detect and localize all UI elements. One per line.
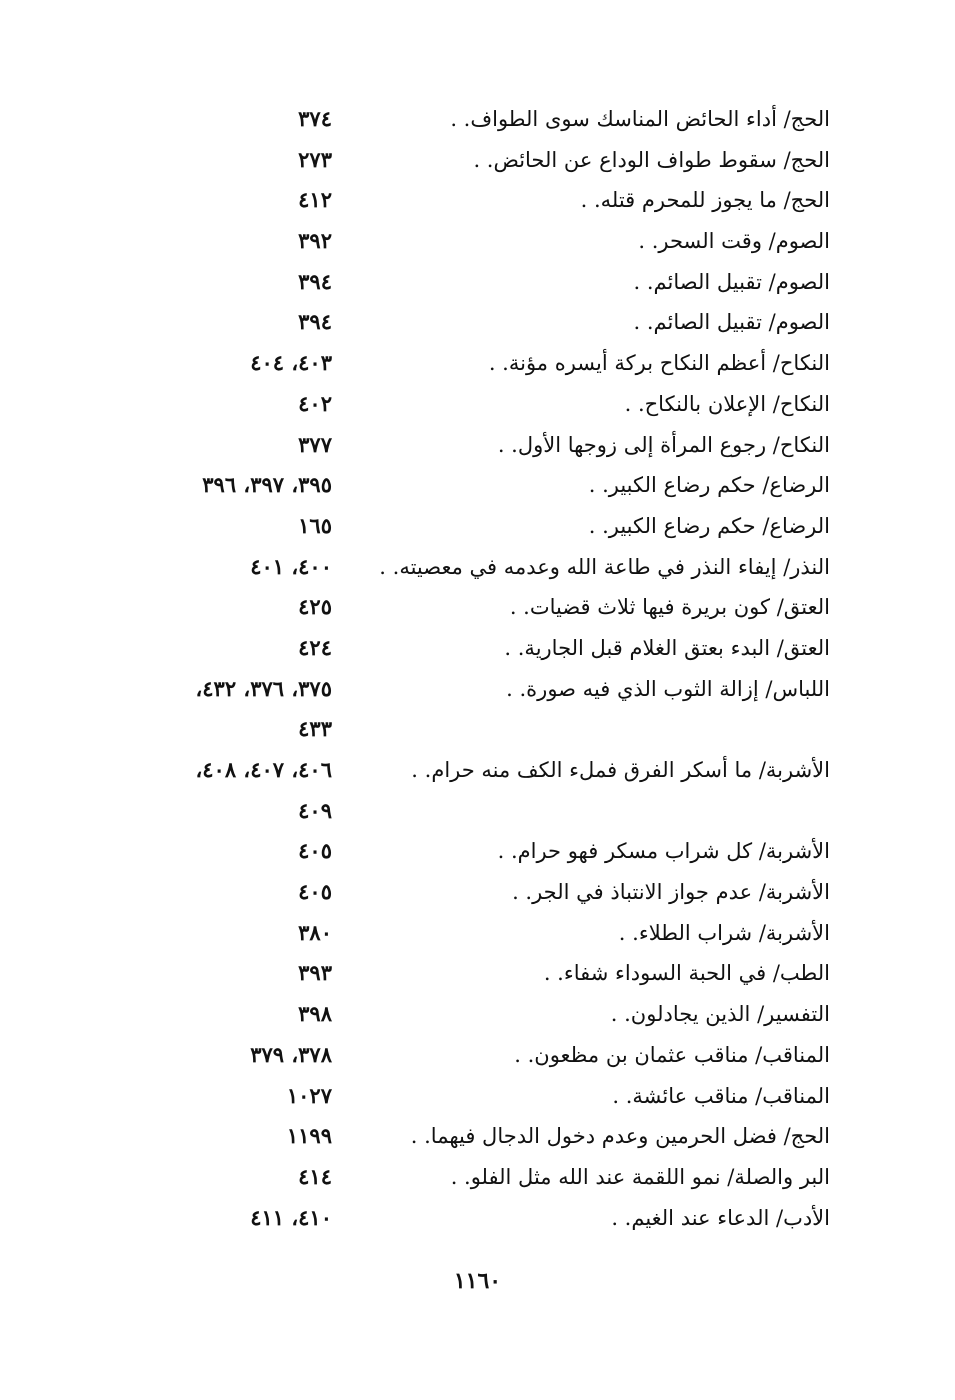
entry-topic: المناقب/ مناقب عائشة. . xyxy=(612,1083,830,1108)
entry-topic: البر والصلة/ نمو اللقمة عند الله مثل الفلو. . xyxy=(450,1164,830,1189)
entry-pages: ٣٨٠ xyxy=(298,919,332,945)
index-entry xyxy=(120,181,840,222)
index-entry xyxy=(120,629,840,670)
index-entry xyxy=(120,914,840,955)
index-entry xyxy=(120,385,840,426)
entry-pages: ٤٠٩ xyxy=(298,797,332,823)
entry-pages: ٣٧٤ xyxy=(298,106,332,131)
entry-topic: النكاح/ رجوع المرأة إلى زوجها الأول. . xyxy=(497,432,830,457)
index-entry-continuation xyxy=(120,710,840,751)
entry-pages: ١٠٢٧ xyxy=(286,1082,332,1108)
entry-pages: ٣٧٧ xyxy=(298,431,332,457)
index-entry xyxy=(120,222,840,263)
index-entry xyxy=(120,588,840,629)
entry-pages: ٤٢٤ xyxy=(298,634,332,660)
index-entry xyxy=(120,1117,840,1158)
entry-topic: الحج/ أداء الحائض المناسك سوى الطواف. . xyxy=(450,107,830,131)
index-list xyxy=(120,100,840,1239)
entry-pages: ١٦٥ xyxy=(298,512,332,538)
entry-pages: ٤٠٠، ٤٠١ xyxy=(250,553,332,579)
index-entry xyxy=(120,263,840,304)
index-entry xyxy=(120,1077,840,1118)
index-entry xyxy=(120,832,840,873)
entry-pages: ٣٩٢ xyxy=(298,228,332,254)
entry-topic: الأشربة/ عدم جواز الانتباذ في الجر. . xyxy=(512,880,830,905)
entry-pages: ٣٩٤ xyxy=(298,309,332,335)
entry-pages: ٤٠٦، ٤٠٧، ٤٠٨، xyxy=(195,757,332,782)
entry-pages: ٣٩٥، ٣٩٧، ٣٩٦ xyxy=(202,472,332,498)
entry-topic: المناقب/ مناقب عثمان بن مظعون. . xyxy=(514,1042,830,1067)
entry-topic: اللباس/ إزالة الثوب الذي فيه صورة. . xyxy=(506,676,830,701)
entry-pages: ٢٧٣ xyxy=(298,146,332,172)
entry-topic: الطب/ في الحبة السوداء شفاء. . xyxy=(543,961,830,986)
index-entry xyxy=(120,995,840,1036)
entry-pages: ٣٧٥، ٣٧٦، ٤٣٢، xyxy=(195,675,332,701)
entry-pages: ٣٩٣ xyxy=(298,960,332,986)
index-entry xyxy=(120,670,840,711)
index-entry xyxy=(120,751,840,792)
index-entry xyxy=(120,344,840,385)
entry-topic: العتق/ البدء بعتق الغلام قبل الجارية. . xyxy=(504,635,830,660)
entry-pages: ٣٩٨ xyxy=(298,1001,332,1027)
entry-pages: ١١٩٩ xyxy=(286,1123,332,1149)
entry-topic: الصوم/ تقبيل الصائم. . xyxy=(633,269,830,294)
index-entry xyxy=(120,1158,840,1199)
entry-topic: الأشربة/ كل شراب مسكر فهو حرام. . xyxy=(497,839,830,864)
entry-topic: الصوم/ تقبيل الصائم. . xyxy=(633,310,830,335)
entry-pages: ٤٠٣، ٤٠٤ xyxy=(250,350,332,376)
entry-topic: الصوم/ وقت السحر. . xyxy=(638,229,830,254)
entry-topic: الأشربة/ ما أسكر الفرق فملء الكف منه حرام. . xyxy=(411,758,830,782)
entry-topic: النكاح/ الإعلان بالنكاح. . xyxy=(624,391,830,416)
entry-topic: النكاح/ أعظم النكاح بركة أيسره مؤنة. . xyxy=(488,351,830,376)
entry-pages: ٤٠٥ xyxy=(298,879,332,905)
page-number: ١١٦٠ xyxy=(453,1268,502,1294)
index-entry xyxy=(120,426,840,467)
index-entry xyxy=(120,141,840,182)
entry-topic: النذر/ إيفاء النذر في طاعة الله وعدمه في معصيته. . xyxy=(379,554,830,579)
entry-topic: الأشربة/ شراب الطلاء. . xyxy=(618,920,830,945)
index-entry xyxy=(120,954,840,995)
index-entry xyxy=(120,303,840,344)
entry-topic: الرضاع/ حكم رضاع الكبير. . xyxy=(588,473,830,498)
entry-topic: العتق/ كون بريرة فيها ثلاث قضيات. . xyxy=(509,595,830,620)
index-entry xyxy=(120,548,840,589)
index-entry xyxy=(120,507,840,548)
entry-pages: ٤٠٥ xyxy=(298,838,332,864)
entry-pages: ٤١٤ xyxy=(298,1163,332,1189)
entry-pages: ٣٧٨، ٣٧٩ xyxy=(250,1041,332,1067)
entry-pages: ٤١٠، ٤١١ xyxy=(250,1204,332,1230)
index-entry xyxy=(120,100,840,141)
index-entry xyxy=(120,873,840,914)
index-entry xyxy=(120,466,840,507)
entry-topic: الحج/ فضل الحرمين وعدم دخول الدجال فيهما. . xyxy=(410,1124,830,1149)
entry-pages: ٤٢٥ xyxy=(298,594,332,620)
index-entry xyxy=(120,1199,840,1240)
entry-topic: الحج/ سقوط طواف الوداع عن الحائض. . xyxy=(473,147,830,172)
entry-pages: ٤٣٣ xyxy=(298,716,332,742)
entry-topic: التفسير/ الذين يجادلون. . xyxy=(610,1002,830,1027)
entry-pages: ٣٩٤ xyxy=(298,268,332,294)
index-entry-continuation xyxy=(120,792,840,833)
entry-topic: الرضاع/ حكم رضاع الكبير. . xyxy=(588,513,830,538)
entry-pages: ٤١٢ xyxy=(298,187,332,213)
entry-topic: الحج/ ما يجوز للمحرم قتله. . xyxy=(580,188,830,213)
entry-topic: الأدب/ الدعاء عند الغيم. . xyxy=(611,1205,830,1230)
index-entry xyxy=(120,1036,840,1077)
entry-pages: ٤٠٢ xyxy=(298,390,332,416)
